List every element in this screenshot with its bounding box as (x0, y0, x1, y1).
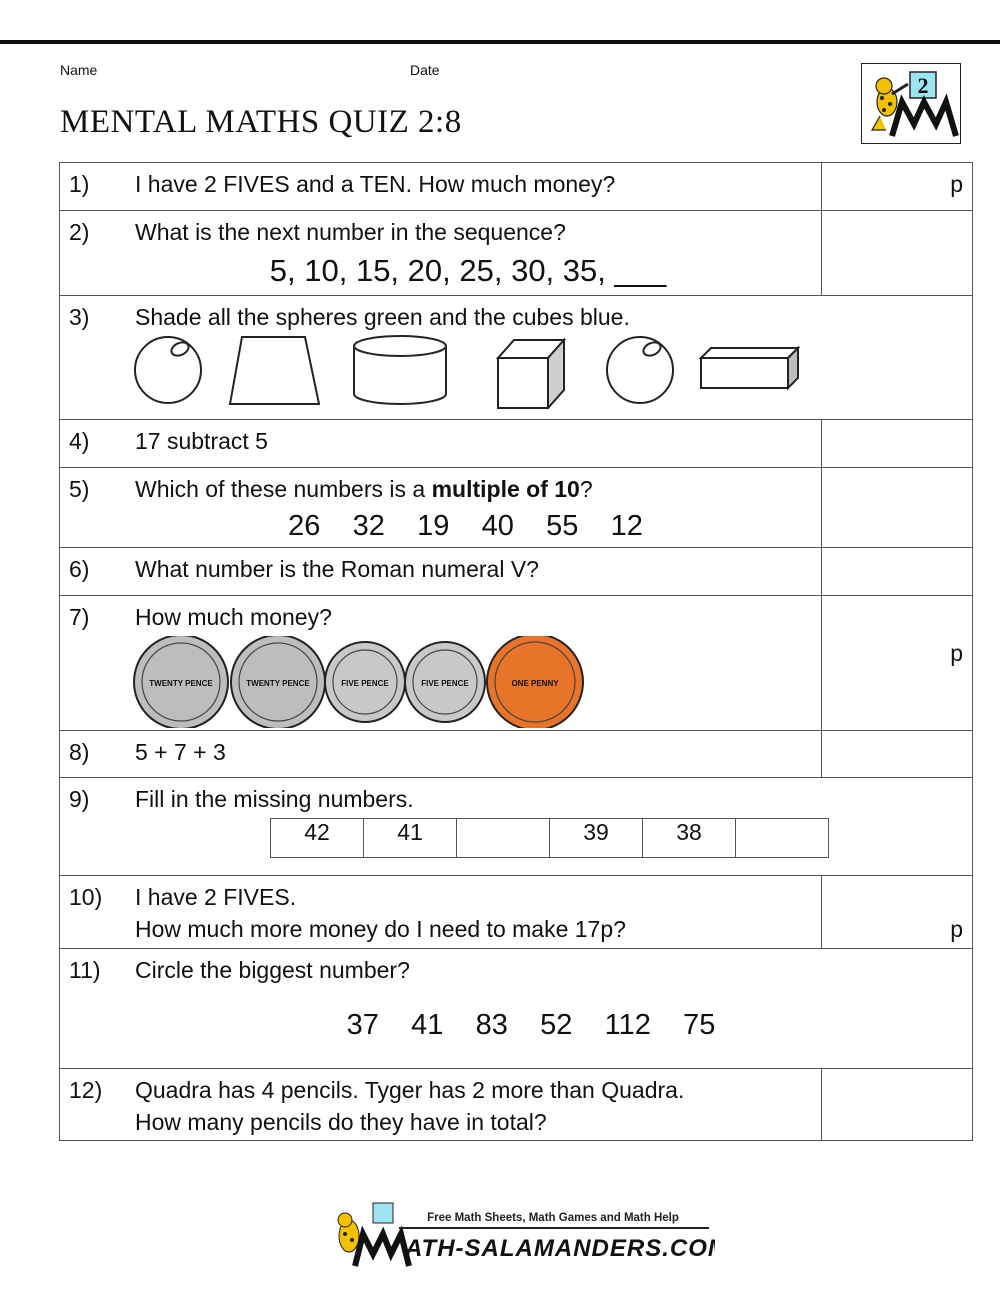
coin-label: ONE PENNY (511, 679, 559, 688)
blank-number-box[interactable] (457, 819, 550, 858)
cube-shape[interactable] (498, 340, 564, 408)
pence-unit: p (950, 171, 963, 197)
coin-label: TWENTY PENCE (149, 679, 213, 688)
coin-label: TWENTY PENCE (246, 679, 310, 688)
five-pence-coin (325, 642, 405, 722)
question-row-9 (60, 778, 973, 876)
question-row-8 (60, 731, 973, 778)
question-row-7 (60, 596, 973, 731)
five-pence-coin (405, 642, 485, 722)
footer-logo[interactable] (325, 1200, 715, 1270)
answer-box[interactable] (822, 163, 973, 211)
question-text: 17 subtract 5 (135, 428, 268, 454)
sphere-shape[interactable] (607, 337, 673, 403)
question-row-3 (60, 296, 973, 420)
question-text: What is the next number in the sequence? (135, 219, 566, 245)
pence-unit: p (950, 916, 963, 942)
question-row-6 (60, 548, 973, 596)
answer-box[interactable] (822, 420, 973, 468)
coin-label: FIVE PENCE (421, 679, 469, 688)
question-number: 1) (69, 171, 90, 197)
question-text-line-1: Quadra has 4 pencils. Tyger has 2 more than Quadra. (135, 1077, 685, 1103)
answer-box[interactable] (822, 876, 973, 949)
question-row-12 (60, 1069, 973, 1141)
question-text: What number is the Roman numeral V? (135, 556, 539, 582)
answer-box[interactable] (822, 596, 973, 731)
math-salamanders-logo (325, 1200, 715, 1270)
salamander-logo (861, 63, 961, 144)
answer-box[interactable] (822, 548, 973, 596)
page-title: MENTAL MATHS QUIZ 2:8 (60, 104, 462, 140)
missing-numbers-strip (270, 818, 829, 858)
question-text: Fill in the missing numbers. (135, 786, 414, 812)
date-label: Date (410, 62, 440, 78)
number-options: 37 41 83 52 112 75 (346, 1009, 716, 1041)
top-rule (0, 40, 1000, 44)
question-text-line-2: How much more money do I need to make 17p? (135, 916, 626, 942)
question-text-part: ? (579, 476, 593, 502)
question-number: 2) (69, 219, 90, 245)
coins-row (133, 636, 673, 728)
question-number: 11) (69, 957, 101, 983)
question-text: How much money? (135, 604, 332, 630)
question-text: 5 + 7 + 3 (135, 739, 226, 765)
question-text-line-1: I have 2 FIVES. (135, 884, 297, 910)
one-penny-coin (487, 636, 583, 728)
cylinder-shape[interactable] (354, 336, 446, 404)
question-row-4 (60, 420, 973, 468)
sphere-shape[interactable] (135, 337, 201, 403)
question-number: 12) (69, 1077, 103, 1103)
salamander-icon (862, 64, 960, 143)
question-number: 5) (69, 476, 90, 502)
question-number: 10) (69, 884, 103, 910)
question-number: 6) (69, 556, 90, 582)
number-options: 26 32 19 40 55 12 (288, 510, 643, 542)
quiz-table (59, 162, 973, 1141)
blank-number-box[interactable] (736, 819, 829, 858)
coin-label: FIVE PENCE (341, 679, 389, 688)
question-text-line-2: How many pencils do they have in total? (135, 1109, 547, 1135)
question-text-part: Which of these numbers is a (135, 476, 432, 502)
question-number: 9) (69, 786, 90, 812)
question-number: 7) (69, 604, 90, 630)
number-box: 38 (643, 819, 736, 858)
question-row-1 (60, 163, 973, 211)
name-label: Name (60, 62, 98, 78)
question-row-5 (60, 468, 973, 548)
number-box: 39 (550, 819, 643, 858)
question-number: 4) (69, 428, 90, 454)
number-box: 41 (364, 819, 457, 858)
logo-number: 2 (917, 73, 929, 98)
question-row-11 (60, 949, 973, 1069)
shapes-row (130, 334, 810, 409)
answer-box[interactable] (822, 211, 973, 296)
twenty-pence-coin (134, 636, 228, 728)
question-text: Circle the biggest number? (135, 957, 410, 983)
answer-box[interactable] (822, 1069, 973, 1141)
question-text: I have 2 FIVES and a TEN. How much money? (135, 171, 616, 197)
answer-box[interactable] (822, 731, 973, 778)
cuboid-shape[interactable] (701, 348, 798, 388)
answer-box[interactable] (822, 468, 973, 548)
twenty-pence-coin (231, 636, 325, 728)
question-text-bold: multiple of 10 (431, 476, 580, 502)
footer-tagline: Free Math Sheets, Math Games and Math Help (427, 1212, 679, 1224)
question-text: Shade all the spheres green and the cubes blue. (135, 304, 630, 330)
footer-site: ATH-SALAMANDERS.COM (405, 1235, 715, 1262)
question-text (135, 476, 593, 503)
question-row-2 (60, 211, 973, 296)
number-sequence: 5, 10, 15, 20, 25, 30, 35, ___ (269, 253, 667, 288)
question-number: 8) (69, 739, 90, 765)
question-number: 3) (69, 304, 90, 330)
trapezoid-prism-shape[interactable] (230, 337, 319, 404)
pence-unit: p (950, 640, 963, 666)
number-box: 42 (271, 819, 364, 858)
question-row-10 (60, 876, 973, 949)
